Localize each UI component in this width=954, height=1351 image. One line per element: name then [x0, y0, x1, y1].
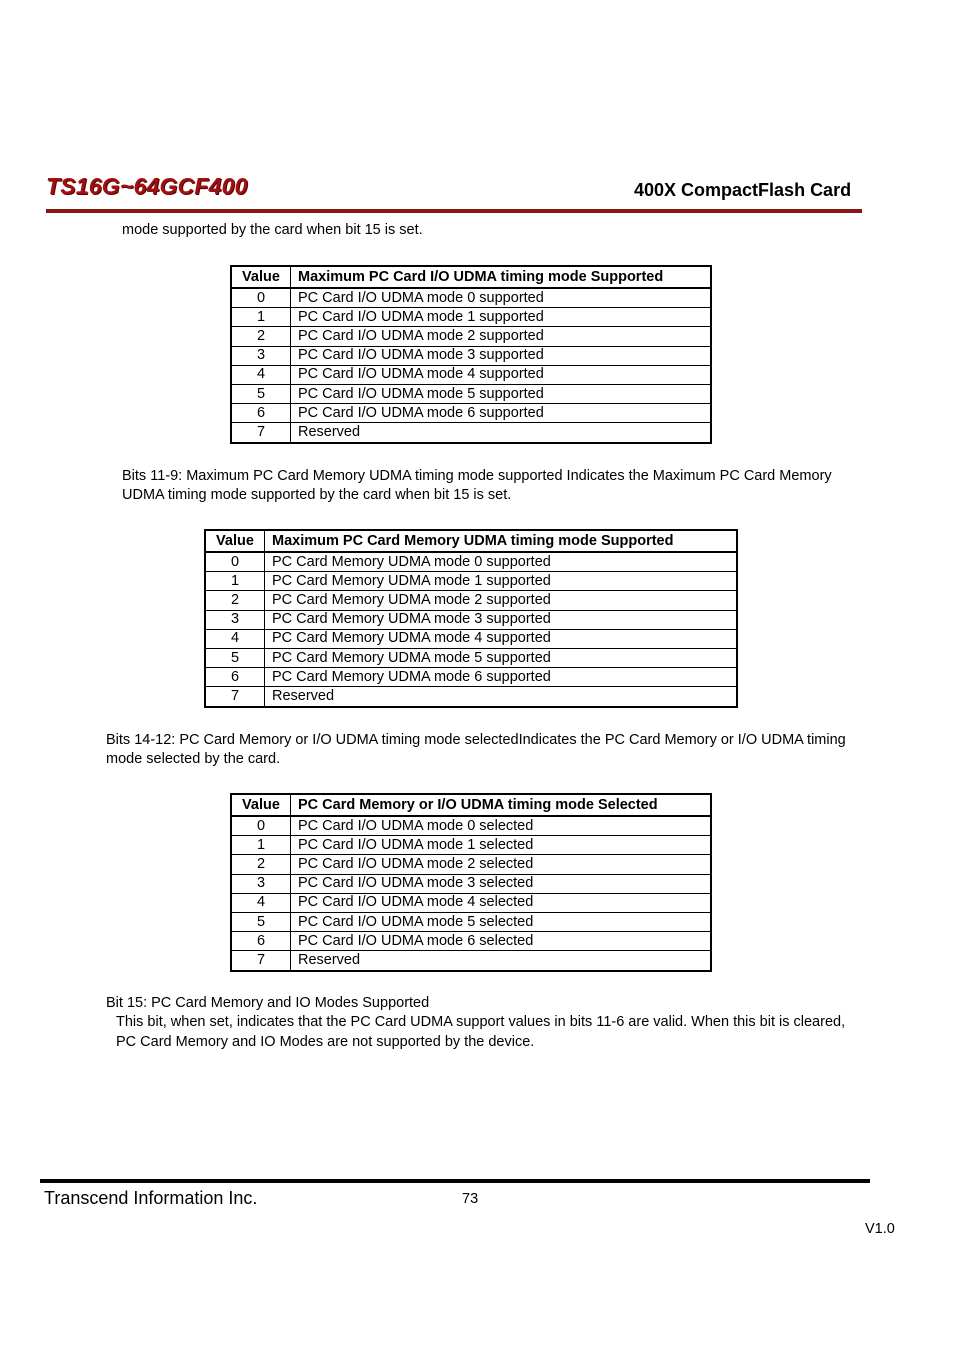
table-row [205, 629, 737, 648]
cell-description: PC Card I/O UDMA mode 3 selected [291, 874, 712, 893]
cell-description: Reserved [291, 951, 712, 971]
table-row [231, 836, 711, 855]
cell-description: PC Card I/O UDMA mode 4 supported [291, 365, 712, 384]
table-row [231, 404, 711, 423]
bits-11-9-line-2: UDMA timing mode supported by the card when bit 15 is set. [122, 486, 512, 503]
cell-value: 1 [231, 308, 291, 327]
cell-description: PC Card Memory UDMA mode 1 supported [265, 572, 738, 591]
table-row [231, 893, 711, 912]
table-row [231, 288, 711, 308]
table-row [231, 308, 711, 327]
table-row [231, 327, 711, 346]
cell-value: 4 [231, 893, 291, 912]
bits-11-9-paragraph [122, 467, 832, 504]
cell-value: 7 [231, 423, 291, 443]
header-rule [46, 209, 862, 213]
table-header-row [205, 530, 737, 552]
table-row [205, 591, 737, 610]
bits-11-9-line-1: Bits 11-9: Maximum PC Card Memory UDMA timing mode supported Indicates the Maximum PC Card Memory [122, 468, 832, 484]
bit-15-line-2: PC Card Memory and IO Modes are not supported by the device. [116, 1034, 535, 1050]
table-row [205, 668, 737, 687]
cell-value: 7 [231, 951, 291, 971]
column-header-description: Maximum PC Card Memory UDMA timing mode Supported [265, 530, 738, 552]
company-name: Transcend Information Inc. [44, 1188, 258, 1208]
cell-description: PC Card I/O UDMA mode 6 supported [291, 404, 712, 423]
io-udma-supported-table [230, 265, 712, 444]
table-row [205, 648, 737, 667]
page-number: 73 [462, 1191, 479, 1207]
cell-value: 4 [231, 365, 291, 384]
cell-description: PC Card Memory UDMA mode 3 supported [265, 610, 738, 629]
cell-description: Reserved [265, 687, 738, 707]
cell-description: Reserved [291, 423, 712, 443]
table-row [205, 610, 737, 629]
table-header-row [231, 266, 711, 288]
cell-description: PC Card I/O UDMA mode 3 supported [291, 346, 712, 365]
cell-value: 2 [231, 855, 291, 874]
cell-description: PC Card Memory UDMA mode 0 supported [265, 552, 738, 572]
cell-description: PC Card I/O UDMA mode 0 supported [291, 288, 712, 308]
cell-description: PC Card I/O UDMA mode 1 supported [291, 308, 712, 327]
table-row [231, 874, 711, 893]
cell-value: 1 [205, 572, 265, 591]
bit-15-line-1: This bit, when set, indicates that the PC Card UDMA support values in bits 11-6 are valid. When this bit is cleared, [116, 1014, 846, 1030]
cell-description: PC Card I/O UDMA mode 5 selected [291, 912, 712, 931]
column-header-value: Value [231, 794, 291, 816]
memory-udma-supported-table [204, 529, 738, 708]
cell-value: 6 [231, 932, 291, 951]
cell-value: 6 [205, 668, 265, 687]
table-row [231, 855, 711, 874]
bits-14-12-paragraph [106, 731, 846, 768]
cell-value: 2 [231, 327, 291, 346]
table-row [205, 687, 737, 707]
cell-value: 4 [205, 629, 265, 648]
column-header-value: Value [231, 266, 291, 288]
table-row [231, 816, 711, 836]
cell-description: PC Card I/O UDMA mode 1 selected [291, 836, 712, 855]
udma-selected-table [230, 793, 712, 972]
column-header-description: PC Card Memory or I/O UDMA timing mode Selected [291, 794, 712, 816]
cell-value: 2 [205, 591, 265, 610]
cell-value: 0 [231, 288, 291, 308]
cell-description: PC Card I/O UDMA mode 0 selected [291, 816, 712, 836]
cell-description: PC Card Memory UDMA mode 4 supported [265, 629, 738, 648]
cell-value: 3 [231, 346, 291, 365]
intro-line: mode supported by the card when bit 15 is set. [122, 222, 423, 238]
cell-value: 6 [231, 404, 291, 423]
cell-value: 5 [205, 648, 265, 667]
cell-description: PC Card I/O UDMA mode 2 selected [291, 855, 712, 874]
cell-description: PC Card I/O UDMA mode 6 selected [291, 932, 712, 951]
table-row [231, 912, 711, 931]
cell-value: 1 [231, 836, 291, 855]
table-row [231, 932, 711, 951]
cell-value: 3 [205, 610, 265, 629]
column-header-value: Value [205, 530, 265, 552]
cell-value: 3 [231, 874, 291, 893]
cell-description: PC Card I/O UDMA mode 4 selected [291, 893, 712, 912]
document-subtitle: 400X CompactFlash Card [634, 180, 852, 200]
column-header-description: Maximum PC Card I/O UDMA timing mode Supported [291, 266, 712, 288]
bit-15-paragraph [116, 1012, 845, 1052]
cell-value: 0 [205, 552, 265, 572]
version-label: V1.0 [865, 1221, 895, 1237]
footer-rule [40, 1179, 870, 1183]
product-title: TS16G~64GCF400 [46, 173, 248, 199]
table-row [205, 552, 737, 572]
bits-14-12-line-1: Bits 14-12: PC Card Memory or I/O UDMA timing mode selectedIndicates the PC Card Memory or I/O UDMA timing [106, 732, 846, 748]
table-row [205, 572, 737, 591]
cell-value: 0 [231, 816, 291, 836]
cell-value: 5 [231, 912, 291, 931]
cell-description: PC Card I/O UDMA mode 5 supported [291, 384, 712, 403]
table-header-row [231, 794, 711, 816]
table-row [231, 384, 711, 403]
bits-14-12-line-2: mode selected by the card. [106, 750, 281, 767]
table-row [231, 951, 711, 971]
table-row [231, 365, 711, 384]
cell-value: 5 [231, 384, 291, 403]
cell-description: PC Card Memory UDMA mode 5 supported [265, 648, 738, 667]
cell-description: PC Card Memory UDMA mode 6 supported [265, 668, 738, 687]
cell-description: PC Card I/O UDMA mode 2 supported [291, 327, 712, 346]
cell-value: 7 [205, 687, 265, 707]
table-row [231, 423, 711, 443]
cell-description: PC Card Memory UDMA mode 2 supported [265, 591, 738, 610]
table-row [231, 346, 711, 365]
bit-15-title: Bit 15: PC Card Memory and IO Modes Supported [106, 995, 430, 1011]
